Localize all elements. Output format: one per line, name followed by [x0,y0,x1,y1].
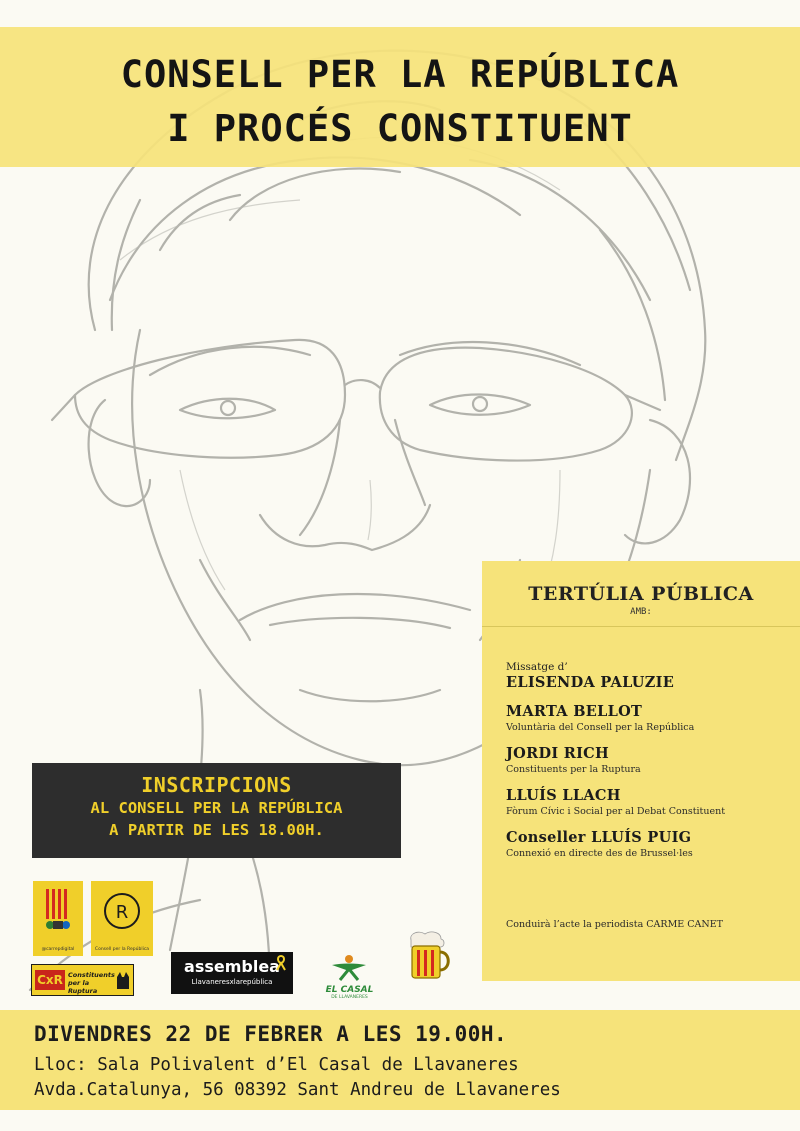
event-place: Lloc: Sala Polivalent d’El Casal de Llavaneres [34,1055,519,1075]
assemblea-name: assemblea [184,957,280,976]
cat-silhouette-icon [114,969,132,991]
cr-caption: Consell per la República [94,947,150,952]
speaker-name: JORDI RICH [506,745,610,762]
event-address: Avda.Catalunya, 56 08392 Sant Andreu de Llavaneres [34,1080,561,1100]
casal-logo [322,953,377,998]
title-line-2: I PROCÉS CONSTITUENT [167,107,633,150]
senyera-icon [33,881,83,943]
speaker-role: Connexió en directe des de Brussel·les [506,848,693,859]
tertulia-panel [482,561,800,981]
inscripcions-line-2: AL CONSELL PER LA REPÚBLICA [90,799,343,817]
yellow-ribbon-icon [275,955,287,971]
speaker-item [506,829,796,860]
speaker-item [506,661,796,692]
tertulia-header [482,561,800,627]
casal-name: EL CASAL [325,985,374,995]
assemblea-caption: Llavaneresxlarepública [191,978,273,986]
beer-mug-icon [405,930,455,982]
speaker-name: ELISENDA PALUZIE [506,674,675,691]
page-title [0,48,800,156]
speaker-item [506,703,796,734]
speaker-name: LLUÍS LLACH [506,787,621,804]
title-line-1: CONSELL PER LA REPÚBLICA [120,53,680,96]
speaker-role: Fòrum Cívic i Social per al Debat Constituent [506,806,726,817]
speaker-item [506,745,796,776]
tertulia-subtitle: AMB: [630,607,652,617]
beer-logo [405,930,455,982]
speaker-name: MARTA BELLOT [506,703,643,720]
speaker-prefix: Missatge d’ [506,661,568,673]
cxr-logo [31,964,134,996]
event-date: DIVENDRES 22 DE FEBRER A LES 19.00H. [34,1022,508,1046]
senyera-caption: @carrepdigital [41,947,75,952]
casal-figure-icon [322,953,377,981]
speaker-list [506,661,796,871]
speaker-item [506,787,796,818]
svg-text:R: R [115,902,129,923]
speaker-role: Constituents per la Ruptura [506,764,641,775]
consell-republica-logo [91,881,153,956]
speaker-role: Voluntària del Consell per la República [506,722,695,733]
inscripcions-line-3: A PARTIR DE LES 18.00H. [109,821,324,839]
tertulia-title: TERTÚLIA PÚBLICA [528,583,754,605]
cxr-caption: Constituents per la Ruptura [68,971,115,995]
host-note: Conduirà l’acte la periodista CARME CANET [506,919,723,930]
casal-caption: DE LLAVANERES [331,995,368,1000]
senyera-logo [33,881,83,956]
speaker-name: Conseller LLUÍS PUIG [506,829,692,846]
cr-icon [91,881,153,943]
inscripcions-heading: INSCRIPCIONS [141,773,292,797]
inscripcions-box [32,763,401,858]
cxr-text: CxR [35,970,65,990]
assemblea-logo [171,952,293,994]
